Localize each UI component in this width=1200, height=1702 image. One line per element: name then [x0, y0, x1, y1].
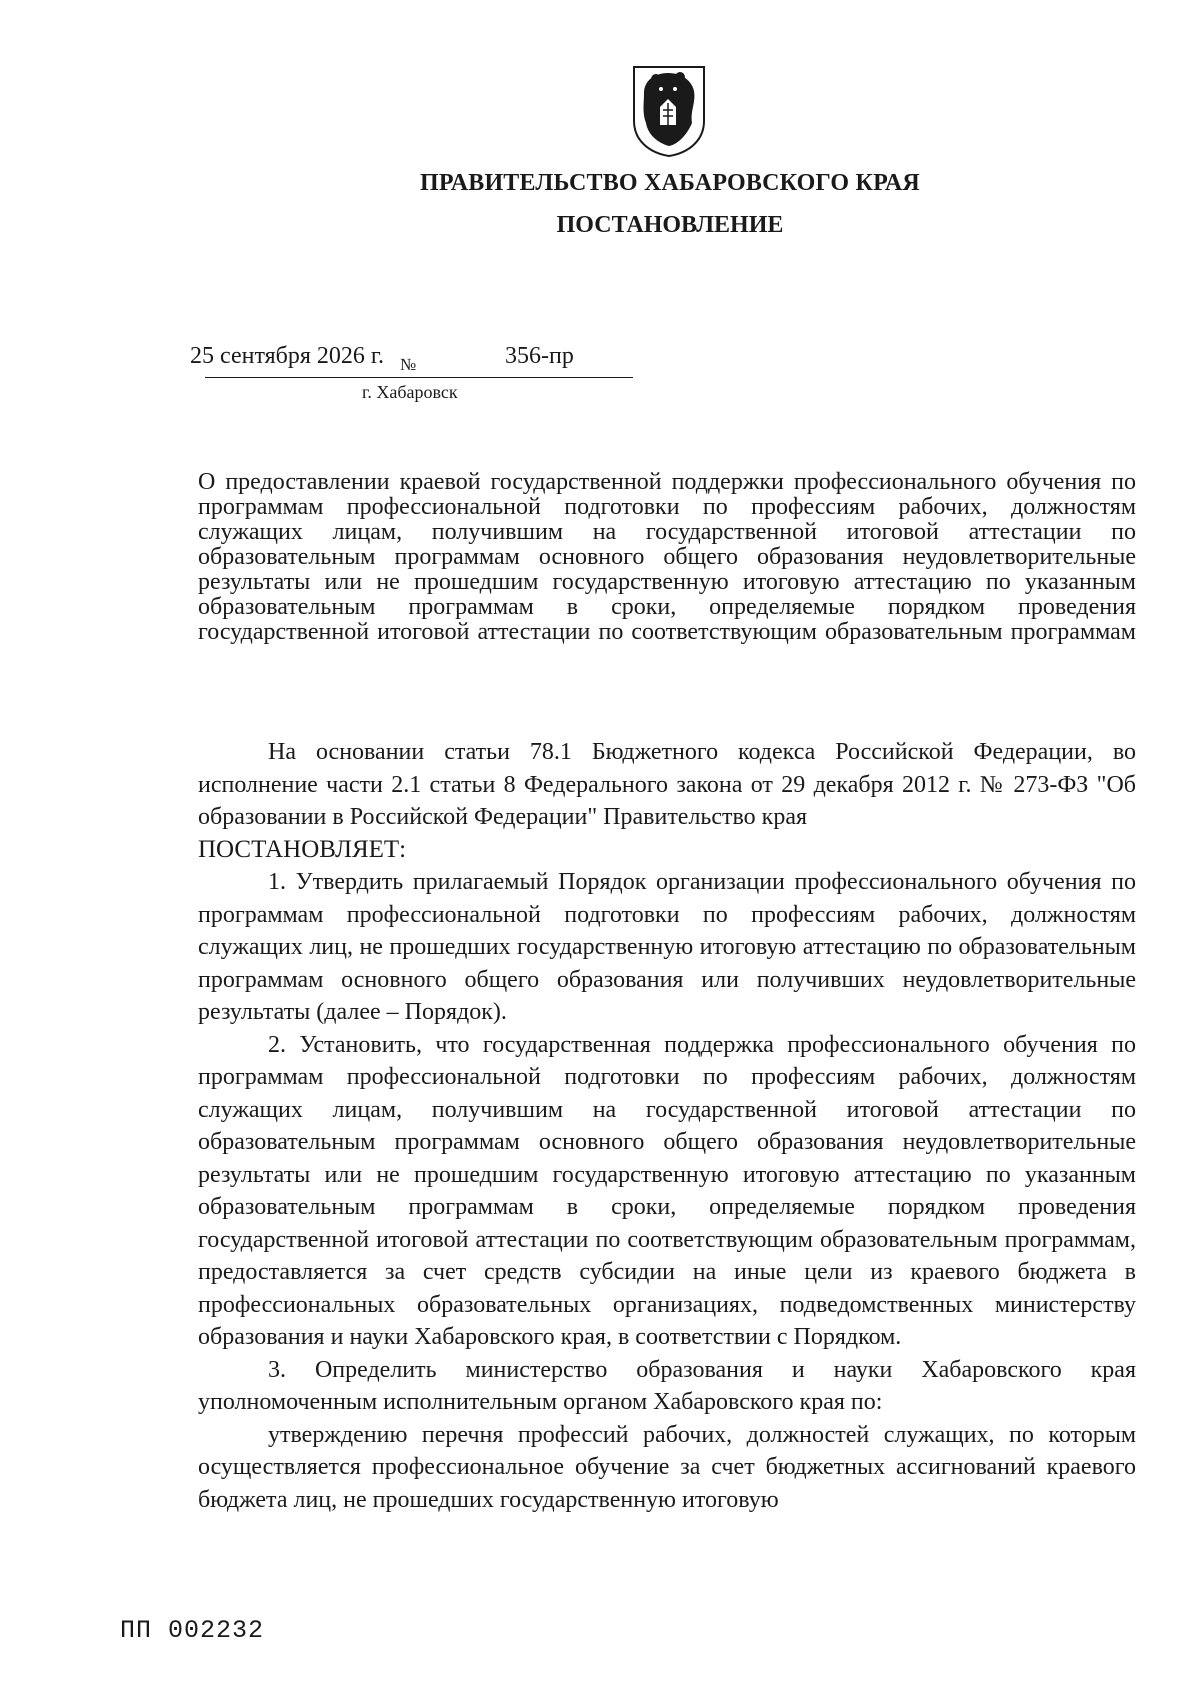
coat-of-arms-icon: [630, 63, 708, 158]
item-1: 1. Утвердить прилагаемый Порядок организации профессионального обучения по программам профессиональной подготовки по профессиям рабочих, должностям служащих лиц, не прошедших государственную итоговую аттестацию по образовательным программам основного общего образования или получивших неудовлетворительные результаты (далее – Порядок).: [198, 869, 1136, 1025]
item-3: 3. Определить министерство образования и науки Хабаровского края уполномоченным исполнительным органом Хабаровского края по:: [198, 1356, 1136, 1415]
number-sign: №: [400, 355, 417, 374]
resolves-heading: ПОСТАНОВЛЯЕТ:: [198, 835, 407, 863]
item-2: 2. Установить, что государственная поддержка профессионального обучения по программам профессиональной подготовки по профессиям рабочих, должностям служащих лицам, получившим на государственной итоговой аттестации по образовательным программам основного общего образования неудовлетворительные результаты или не прошедшим государственную итоговую аттестацию по указанным образовательным программам в сроки, определяемые порядком проведения государственной итоговой аттестации по соответствующим образовательным программам, предоставляется за счет средств субсидии на иные цели из краевого бюджета в профессиональных образовательных организациях, подведомственных министерству образования и науки Хабаровского края, в соответствии с Порядком.: [198, 1031, 1136, 1350]
preamble: На основании статьи 78.1 Бюджетного кодекса Российской Федерации, во исполнение части 2.1 статьи 8 Федерального закона от 29 декабря 2012 г. № 273-ФЗ "Об образовании в Российской Федерации" Правительство края: [198, 739, 1136, 830]
item-3-subitem: утверждению перечня профессий рабочих, должностей служащих, по которым осуществляется профессиональное обучение за счет бюджетных ассигнований краевого бюджета лиц, не прошедших государственную итоговую: [198, 1421, 1136, 1513]
date-underline: [205, 377, 633, 378]
document-number: 356-пр: [505, 343, 574, 369]
document-type: ПОСТАНОВЛЕНИЕ: [556, 212, 784, 238]
document-body: [198, 736, 1136, 1516]
document-date: 25 сентября 2026 г.: [190, 343, 385, 369]
form-code: ПП 002232: [120, 1616, 265, 1645]
government-title: ПРАВИТЕЛЬСТВО ХАБАРОВСКОГО КРАЯ: [420, 170, 920, 196]
document-place: г. Хабаровск: [362, 382, 458, 402]
document-subject: О предоставлении краевой государственной поддержки профессионального обучения по программам профессиональной подготовки по профессиям рабочих, должностям служащих лицам, получившим на государственной итоговой аттестации по образовательным программам основного общего образования неудовлетворительные результаты или не прошедшим государственную итоговую аттестацию по указанным образовательным программам в сроки, определяемые порядком проведения государственной итоговой аттестации по соответствующим образовательным программам: [198, 469, 1136, 645]
